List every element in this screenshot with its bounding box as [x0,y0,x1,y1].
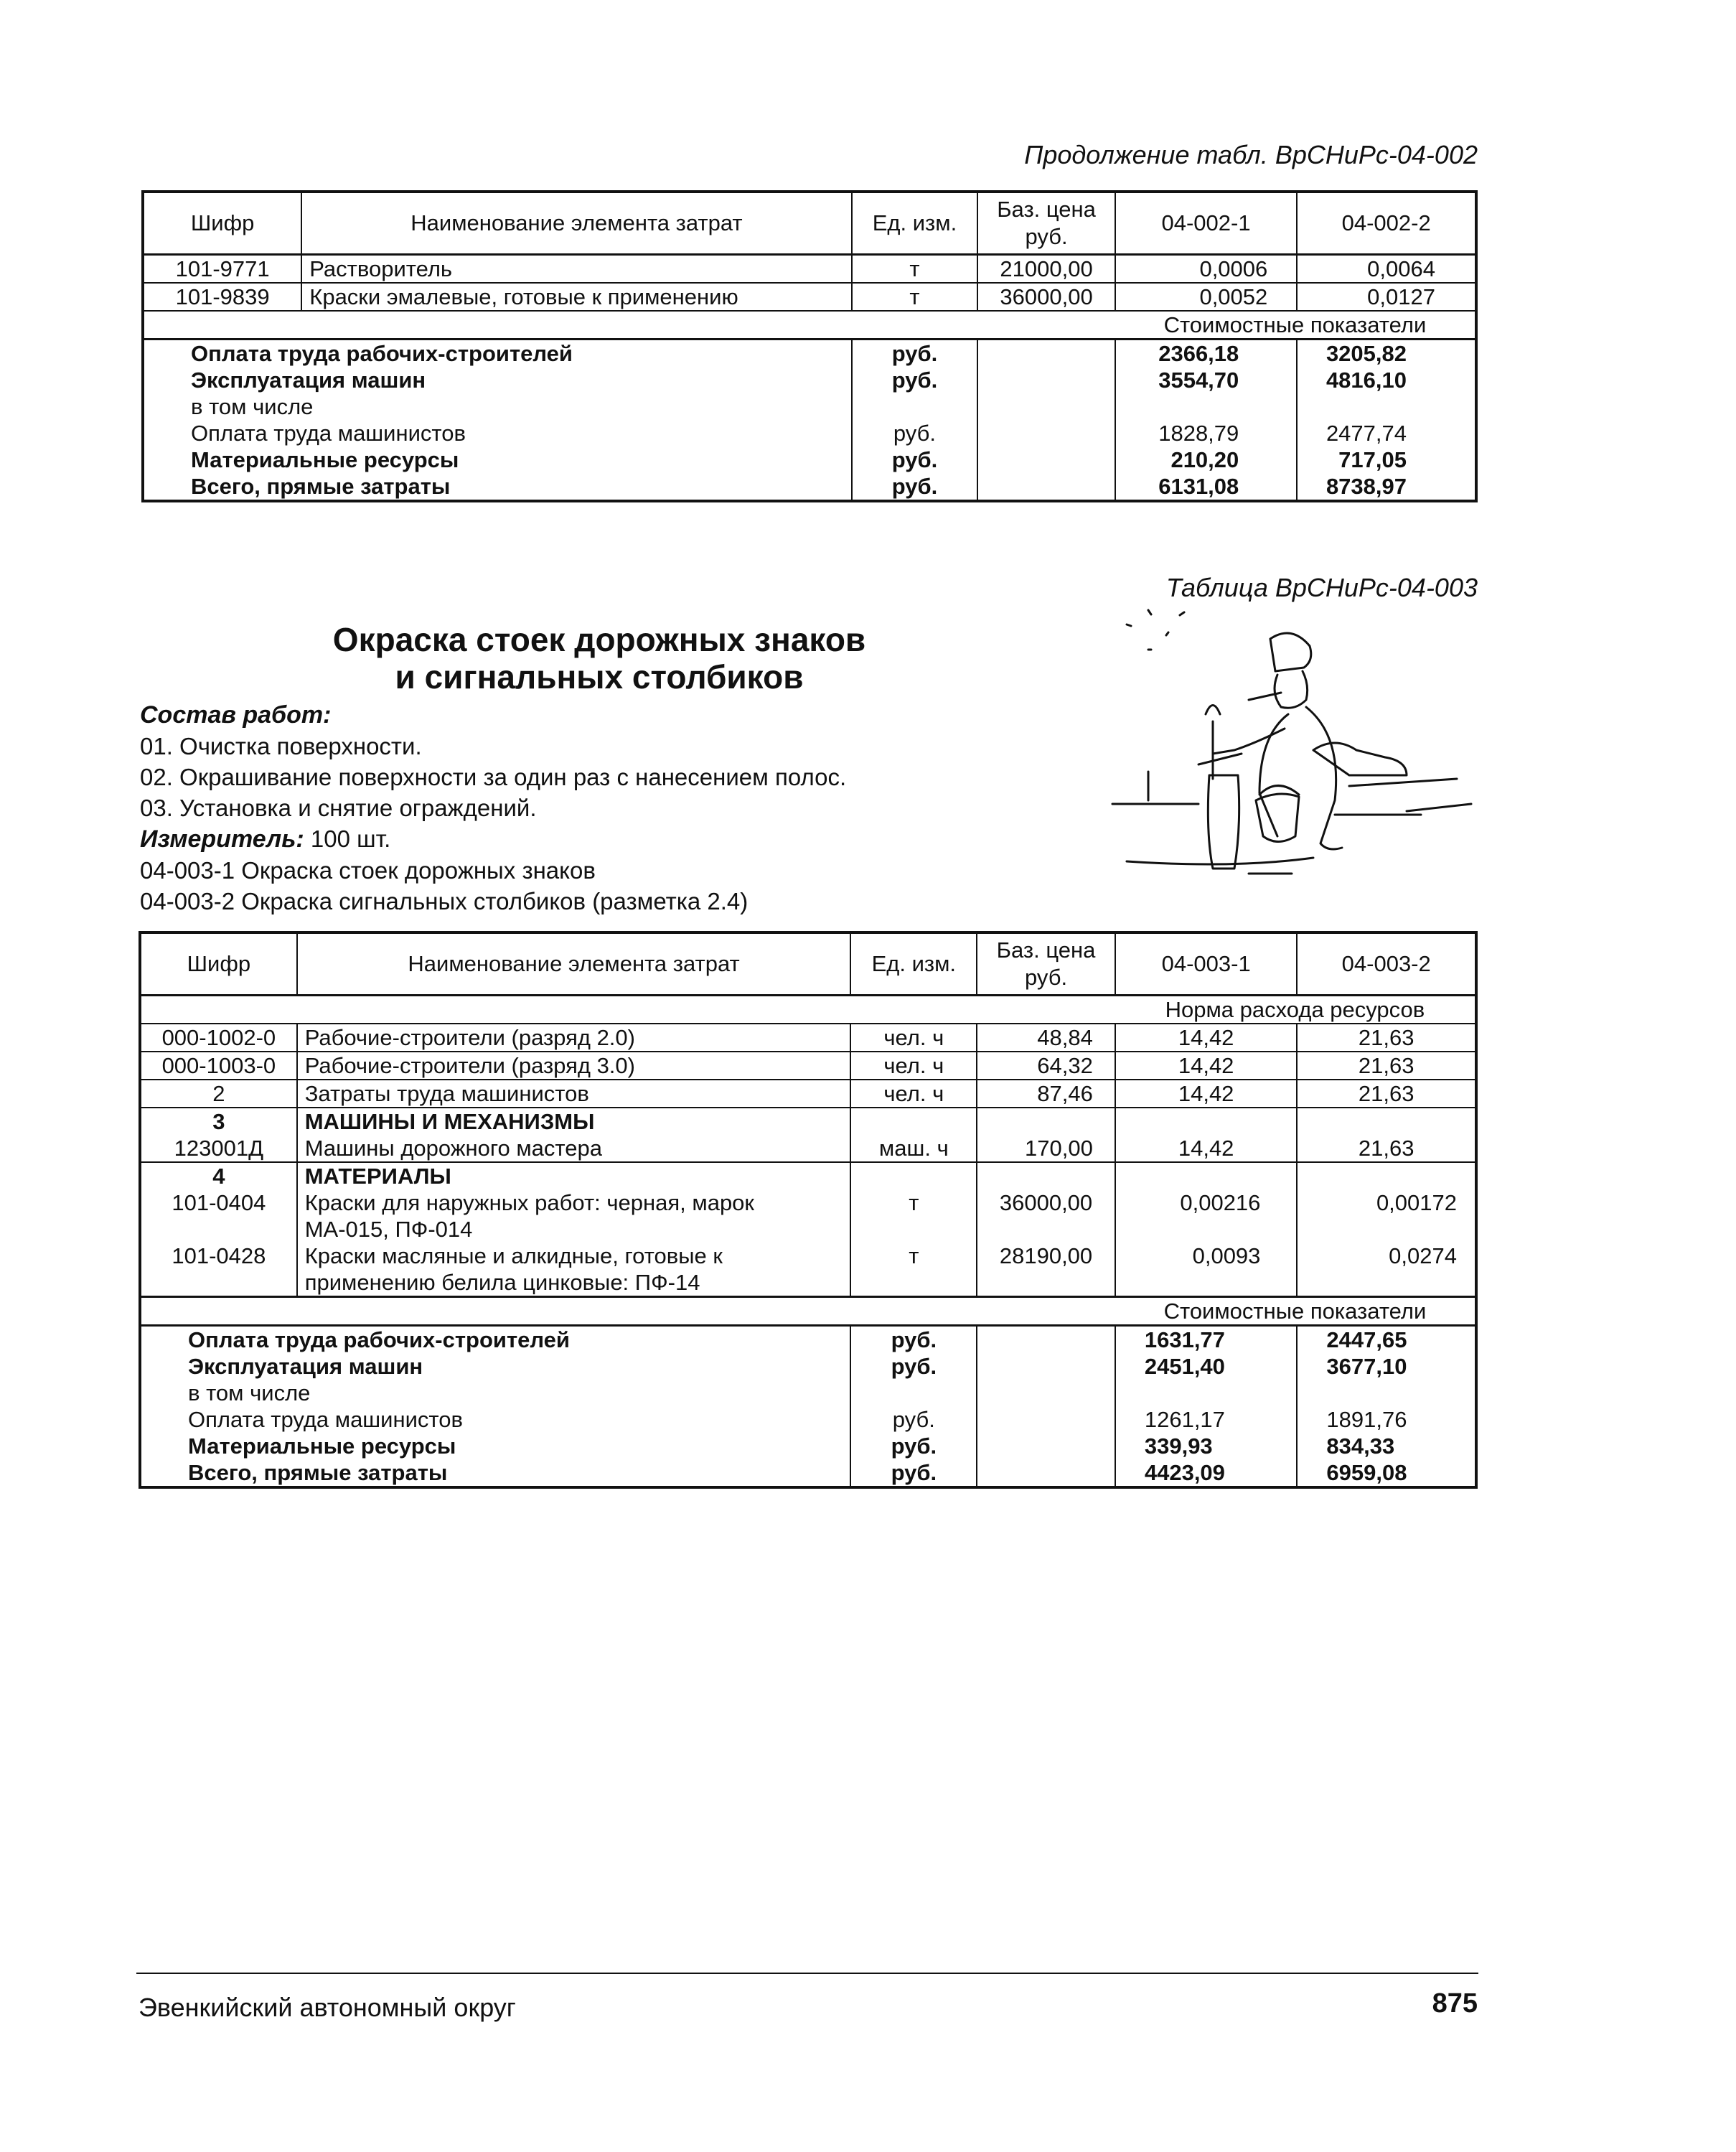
cost-unit: руб. [852,473,978,501]
cost-row [143,446,1476,473]
header-col-a: 04-003-1 [1115,932,1298,996]
cost-row [143,340,1476,368]
cost-unit: руб. [852,446,978,473]
cost-value-a: 2366,18 [1115,340,1297,368]
paint-drops [1127,610,1184,650]
cost-value-b: 6959,08 [1297,1459,1476,1487]
header-name: Наименование элемента затрат [297,932,851,996]
row-unit: т [850,1189,977,1243]
row-price: 36000,00 [977,283,1115,311]
header-col-a: 04-002-1 [1115,192,1297,255]
cost-row [140,1353,1476,1380]
row-price: 170,00 [977,1135,1115,1162]
group-row [140,1162,1476,1189]
footer-region: Эвенкийский автономный округ [139,1993,516,2022]
table-row [140,1024,1476,1052]
row-code: 000-1003-0 [140,1052,297,1080]
row-name: Растворитель [301,255,851,284]
row-name: Машины дорожного мастера [297,1135,851,1162]
table-caption: Таблица ВрСНиРс-04-003 [1165,573,1478,602]
row-value-b: 21,63 [1297,1052,1476,1080]
cost-name: Материальные ресурсы [143,446,852,473]
row-code: 101-9839 [143,283,301,311]
row-code: 101-9771 [143,255,301,284]
cost-header: Стоимостные показатели [1115,1297,1476,1326]
row-value-b: 0,00172 [1297,1189,1476,1243]
cost-row [143,473,1476,501]
resource-table-04-002 [141,190,1478,502]
row-value-a: 0,00216 [1115,1189,1298,1243]
cost-row [140,1406,1476,1433]
arm-brush [1198,729,1285,764]
header-unit: Ед. изм. [852,192,978,255]
cost-header-row [140,1297,1476,1326]
row-value-a: 14,42 [1115,1080,1298,1108]
cost-name: Эксплуатация машин [140,1353,850,1380]
cost-row [140,1459,1476,1487]
cost-value-a: 210,20 [1115,446,1297,473]
table-header-row [140,932,1476,996]
table-row [143,283,1476,311]
group-row [140,1108,1476,1135]
group-code: 3 [140,1108,297,1135]
work-description [140,700,1073,917]
row-unit: т [850,1243,977,1297]
cost-name: Оплата труда рабочих-строителей [140,1326,850,1354]
cost-value-a: 339,93 [1115,1433,1298,1459]
cost-unit: руб. [852,420,978,446]
section-title-line-2: и сигнальных столбиков [395,658,804,696]
work-item: 02. Окрашивание поверхности за один раз с нанесением полос. [140,764,847,790]
row-unit: т [852,255,978,284]
row-name: Краски для наружных работ: черная, марок МА-015, ПФ-014 [297,1189,851,1243]
row-value-b: 0,0064 [1297,255,1476,284]
row-value-b: 21,63 [1297,1024,1476,1052]
cost-name: Всего, прямые затраты [140,1459,850,1487]
norm-header: Норма расхода ресурсов [1115,996,1476,1024]
cost-row [140,1433,1476,1459]
row-unit: маш. ч [850,1135,977,1162]
row-value-b: 0,0127 [1297,283,1476,311]
row-unit: чел. ч [850,1052,977,1080]
continuation-caption: Продолжение табл. ВрСНиРс-04-002 [1024,140,1478,169]
cost-name: в том числе [143,393,852,420]
norm-header-row [140,996,1476,1024]
group-name: МАШИНЫ И МЕХАНИЗМЫ [297,1108,851,1135]
footer-divider [136,1973,1478,1974]
header-unit: Ед. изм. [850,932,977,996]
row-price: 36000,00 [977,1189,1115,1243]
resource-table-04-003 [139,931,1478,1489]
header-name: Наименование элемента затрат [301,192,851,255]
header-code: Шифр [143,192,301,255]
cost-name: Оплата труда рабочих-строителей [143,340,852,368]
section-title [287,621,911,696]
head [1249,671,1308,708]
work-label: Состав работ: [140,701,332,729]
helmet [1270,633,1311,671]
work-item: 01. Очистка поверхности. [140,733,422,759]
row-price: 64,32 [977,1052,1115,1080]
row-value-b: 21,63 [1297,1080,1476,1108]
ground-lines [1112,772,1471,874]
row-code: 123001Д [140,1135,297,1162]
row-value-b: 21,63 [1297,1135,1476,1162]
row-value-a: 14,42 [1115,1135,1298,1162]
cost-value-b: 4816,10 [1297,367,1476,393]
table-row [140,1080,1476,1108]
group-name: МАТЕРИАЛЫ [297,1162,851,1189]
position-item: 04-003-2 Окраска сигнальных столбиков (разметка 2.4) [140,888,749,914]
cost-name: Материальные ресурсы [140,1433,850,1459]
row-unit: чел. ч [850,1080,977,1108]
cost-value-a: 1828,79 [1115,420,1297,446]
header-col-b: 04-002-2 [1297,192,1476,255]
work-item: 03. Установка и снятие ограждений. [140,795,537,821]
cost-value-b: 834,33 [1297,1433,1476,1459]
cost-value-a: 1631,77 [1115,1326,1298,1354]
cost-value-a: 4423,09 [1115,1459,1298,1487]
header-price: Баз. цена руб. [977,192,1115,255]
row-name: Рабочие-строители (разряд 2.0) [297,1024,851,1052]
row-price: 87,46 [977,1080,1115,1108]
cost-row [143,367,1476,393]
page-number: 875 [1432,1988,1478,2018]
row-code: 101-0404 [140,1189,297,1243]
row-name: Краски масляные и алкидные, готовые к применению белила цинковые: ПФ-14 [297,1243,851,1297]
cost-name: Оплата труда машинистов [140,1406,850,1433]
cost-value-b: 3677,10 [1297,1353,1476,1380]
paint-bucket [1256,786,1299,842]
cost-name: Всего, прямые затраты [143,473,852,501]
row-value-a: 0,0052 [1115,283,1297,311]
position-item: 04-003-1 Окраска стоек дорожных знаков [140,857,596,884]
cost-value-a: 6131,08 [1115,473,1297,501]
cost-value-b: 2477,74 [1297,420,1476,446]
row-name: Рабочие-строители (разряд 3.0) [297,1052,851,1080]
cost-value-b: 2447,65 [1297,1326,1476,1354]
cost-unit: руб. [852,367,978,393]
cost-header-row [143,311,1476,340]
worker-painting-illustration [1105,607,1486,883]
row-price: 48,84 [977,1024,1115,1052]
row-name: Затраты труда машинистов [297,1080,851,1108]
torso [1259,707,1342,849]
row-value-a: 14,42 [1115,1052,1298,1080]
cost-value-a: 3554,70 [1115,367,1297,393]
row-unit: т [852,283,978,311]
table-row [143,255,1476,284]
meter-label: Измеритель: [140,825,304,853]
cost-row [140,1326,1476,1354]
section-title-line-1: Окраска стоек дорожных знаков [332,621,866,658]
row-code: 2 [140,1080,297,1108]
cost-row [143,420,1476,446]
table-header-row [143,192,1476,255]
cost-unit: руб. [852,340,978,368]
cost-value-a: 2451,40 [1115,1353,1298,1380]
cost-name: Оплата труда машинистов [143,420,852,446]
meter-line [140,823,1073,855]
row-code: 101-0428 [140,1243,297,1297]
row-value-a: 14,42 [1115,1024,1298,1052]
row-unit: чел. ч [850,1024,977,1052]
row-price: 21000,00 [977,255,1115,284]
table-row [140,1189,1476,1243]
cost-unit: руб. [850,1326,977,1354]
row-value-a: 0,0093 [1115,1243,1298,1297]
cost-name: в том числе [140,1380,850,1406]
header-col-b: 04-003-2 [1297,932,1476,996]
table-row [140,1135,1476,1162]
car-background [1313,743,1407,775]
row-value-b: 0,0274 [1297,1243,1476,1297]
cost-value-b: 8738,97 [1297,473,1476,501]
cost-unit: руб. [850,1433,977,1459]
sign-post [1206,706,1239,869]
cost-value-b: 717,05 [1297,446,1476,473]
cost-header: Стоимостные показатели [1115,311,1476,340]
cost-unit: руб. [850,1459,977,1487]
cost-name: Эксплуатация машин [143,367,852,393]
table-row [140,1243,1476,1297]
cost-value-b: 1891,76 [1297,1406,1476,1433]
meter-value: 100 шт. [310,825,391,852]
table-row [140,1052,1476,1080]
cost-row [143,393,1476,420]
header-code: Шифр [140,932,297,996]
cost-unit: руб. [850,1353,977,1380]
row-price: 28190,00 [977,1243,1115,1297]
row-code: 000-1002-0 [140,1024,297,1052]
header-price: Баз. цена руб. [977,932,1115,996]
cost-unit: руб. [850,1406,977,1433]
row-value-a: 0,0006 [1115,255,1297,284]
row-name: Краски эмалевые, готовые к применению [301,283,851,311]
group-code: 4 [140,1162,297,1189]
cost-row [140,1380,1476,1406]
cost-value-b: 3205,82 [1297,340,1476,368]
cost-value-a: 1261,17 [1115,1406,1298,1433]
